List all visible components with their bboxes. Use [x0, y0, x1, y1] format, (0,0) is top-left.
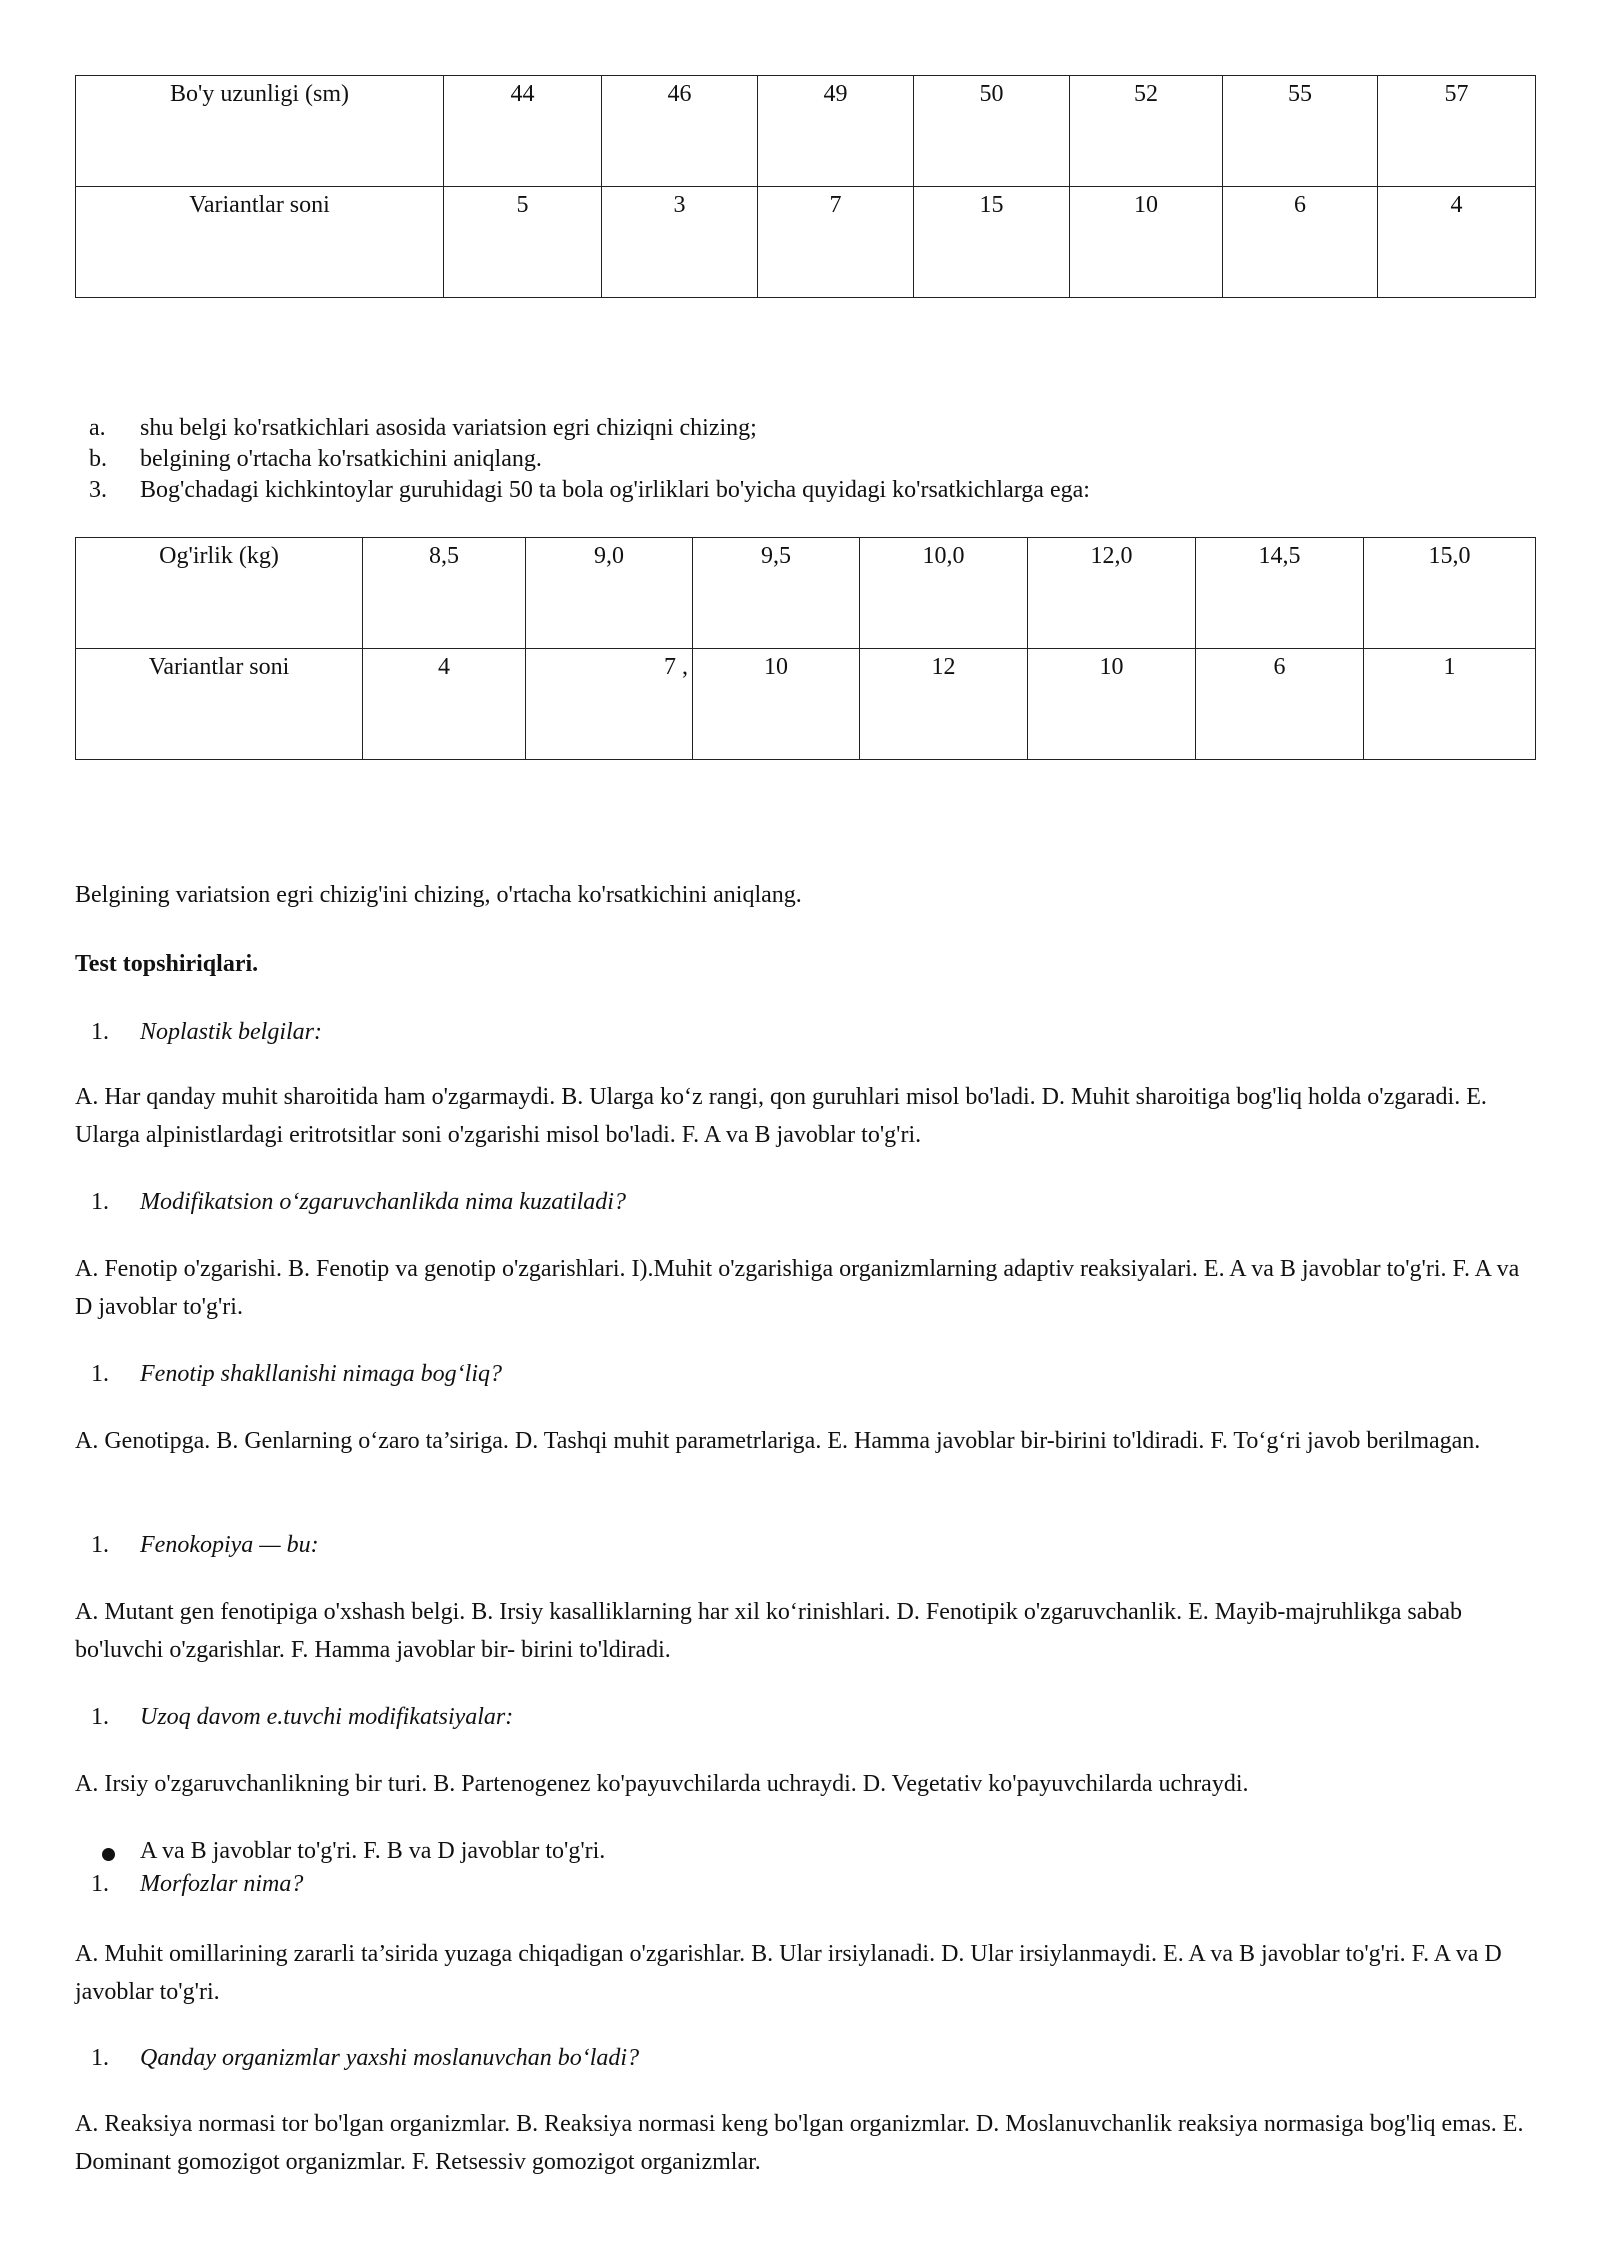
table-cell: 9,0 — [526, 538, 693, 649]
table-cell: 10,0 — [860, 538, 1028, 649]
question-title — [75, 1187, 626, 1218]
table-cell: 10 — [1070, 187, 1223, 298]
question-marker: 1. — [91, 1871, 109, 1897]
question-text: Modifikatsion o‘zgaruvchanlikda nima kuzatiladi? — [140, 1189, 626, 1215]
bullet-icon — [102, 1848, 115, 1861]
question-marker: 1. — [91, 1532, 109, 1558]
question-text: Fenotip shakllanishi nimaga bog‘liq? — [140, 1361, 502, 1387]
question-title — [75, 2043, 639, 2074]
question-title — [75, 1359, 502, 1390]
table-cell: 3 — [602, 187, 758, 298]
answer-options: A. Muhit omillarining zararli ta’sirida yuzaga chiqadigan o'zgarishlar. B. Ular irsiylanadi. D. Ular irsiylanmaydi. E. A va B javoblar to'g'ri. F. A va D javoblar to'g'ri. — [75, 1941, 1502, 2006]
list-item-text: belgining o'rtacha ko'rsatkichini aniqlang. — [140, 446, 542, 472]
list-item — [75, 414, 1090, 445]
table-row — [76, 538, 1536, 649]
weight-table — [75, 537, 1536, 760]
question-text: Uzoq davom e.tuvchi modifikatsiyalar: — [140, 1704, 514, 1730]
table-cell: 14,5 — [1196, 538, 1364, 649]
table-cell: 10 — [1028, 649, 1196, 760]
list-marker: b. — [89, 446, 107, 472]
table-cell: 4 — [1378, 187, 1536, 298]
question-marker: 1. — [91, 1019, 109, 1045]
answer-options: A. Fenotip o'zgarishi. B. Fenotip va genotip o'zgarishlari. I).Muhit o'zgarishiga organizmlarning adaptiv reaksiyalari. E. A va B javoblar to'g'ri. F. A va D javoblar to'g'ri. — [75, 1256, 1520, 1321]
row-label: Variantlar soni — [76, 187, 444, 298]
table-cell: 52 — [1070, 76, 1223, 187]
question-text: Fenokopiya — bu: — [140, 1532, 319, 1558]
bullet-item — [75, 1836, 605, 1867]
row-label: Og'irlik (kg) — [76, 538, 363, 649]
test-heading: Test topshiriqlari. — [75, 951, 259, 977]
question-title — [75, 1869, 303, 1900]
table-cell: 50 — [914, 76, 1070, 187]
height-table — [75, 75, 1536, 298]
table-row — [76, 187, 1536, 298]
table-cell: 12 — [860, 649, 1028, 760]
question-marker: 1. — [91, 1361, 109, 1387]
question-text: Morfozlar nima? — [140, 1871, 304, 1897]
table-cell: 15 — [914, 187, 1070, 298]
table-cell: 55 — [1223, 76, 1378, 187]
table-cell: 6 — [1196, 649, 1364, 760]
answer-options: A. Mutant gen fenotipiga o'xshash belgi. B. Irsiy kasalliklarning har xil ko‘rinishlari. D. Fenotipik o'zgaruvchanlik. E. Mayib-majruhlikga sabab bo'luvchi o'zgarishlar. F. Hamma javoblar bir- birini to'ldiradi. — [75, 1599, 1463, 1664]
table-cell: 15,0 — [1364, 538, 1536, 649]
question-title — [75, 1017, 322, 1048]
row-label: Variantlar soni — [76, 649, 363, 760]
answer-options: A. Irsiy o'zgaruvchanlikning bir turi. B. Partenogenez ko'payuvchilarda uchraydi. D. Vegetativ ko'payuvchilarda uchraydi. — [75, 1771, 1249, 1797]
question-marker: 1. — [91, 2045, 109, 2071]
answer-options: A. Har qanday muhit sharoitida ham o'zgarmaydi. B. Ularga ko‘z rangi, qon guruhlari misol bo'ladi. D. Muhit sharoitiga bog'liq holda o'zgaradi. E. Ularga alpinistlardagi eritrotsitlar soni o'zgarishi misol bo'ladi. F. A va B javoblar to'g'ri. — [75, 1084, 1487, 1149]
table-cell: 46 — [602, 76, 758, 187]
list-item-text: Bog'chadagi kichkintoylar guruhidagi 50 ta bola og'irliklari bo'yicha quyidagi ko'rsatkichlarga ega: — [140, 477, 1090, 503]
question-title — [75, 1702, 513, 1733]
task-text: Belgining variatsion egri chizig'ini chizing, o'rtacha ko'rsatkichini aniqlang. — [75, 882, 802, 908]
question-text: Qanday organizmlar yaxshi moslanuvchan bo‘ladi? — [140, 2045, 640, 2071]
list-marker: 3. — [89, 477, 107, 503]
table-cell: 10 — [693, 649, 860, 760]
row-label: Bo'y uzunligi (sm) — [76, 76, 444, 187]
list-item-text: shu belgi ko'rsatkichlari asosida variatsion egri chiziqni chizing; — [140, 415, 757, 441]
table-cell: 8,5 — [363, 538, 526, 649]
list-item — [75, 445, 1090, 476]
table-cell: 1 — [1364, 649, 1536, 760]
table-cell: 5 — [444, 187, 602, 298]
question-title — [75, 1530, 319, 1561]
answer-options: A. Genotipga. B. Genlarning o‘zaro ta’siriga. D. Tashqi muhit parametrlariga. E. Hamma javoblar bir-birini to'ldiradi. F. To‘g‘ri javob berilmagan. — [75, 1428, 1481, 1454]
bullet-text: A va B javoblar to'g'ri. F. B va D javoblar to'g'ri. — [140, 1838, 606, 1864]
table-cell: 49 — [758, 76, 914, 187]
table-row — [76, 76, 1536, 187]
answer-options: A. Reaksiya normasi tor bo'lgan organizmlar. B. Reaksiya normasi keng bo'lgan organizmlar. D. Moslanuvchanlik reaksiya normasiga bog'liq emas. E. Dominant gomozigot organizmlar. F. Retsessiv gomozigot organizmlar. — [75, 2111, 1524, 2176]
table-cell: 9,5 — [693, 538, 860, 649]
table-cell: 44 — [444, 76, 602, 187]
question-marker: 1. — [91, 1704, 109, 1730]
table-cell: 4 — [363, 649, 526, 760]
table-cell: 12,0 — [1028, 538, 1196, 649]
question-text: Noplastik belgilar: — [140, 1019, 322, 1045]
table-cell: 57 — [1378, 76, 1536, 187]
list-marker: a. — [89, 415, 106, 441]
table-cell: 7 — [758, 187, 914, 298]
list-item — [75, 476, 1090, 507]
table-row — [76, 649, 1536, 760]
instruction-list — [75, 414, 1090, 507]
question-marker: 1. — [91, 1189, 109, 1215]
table-cell: 6 — [1223, 187, 1378, 298]
table-cell: 7 , — [526, 649, 693, 760]
